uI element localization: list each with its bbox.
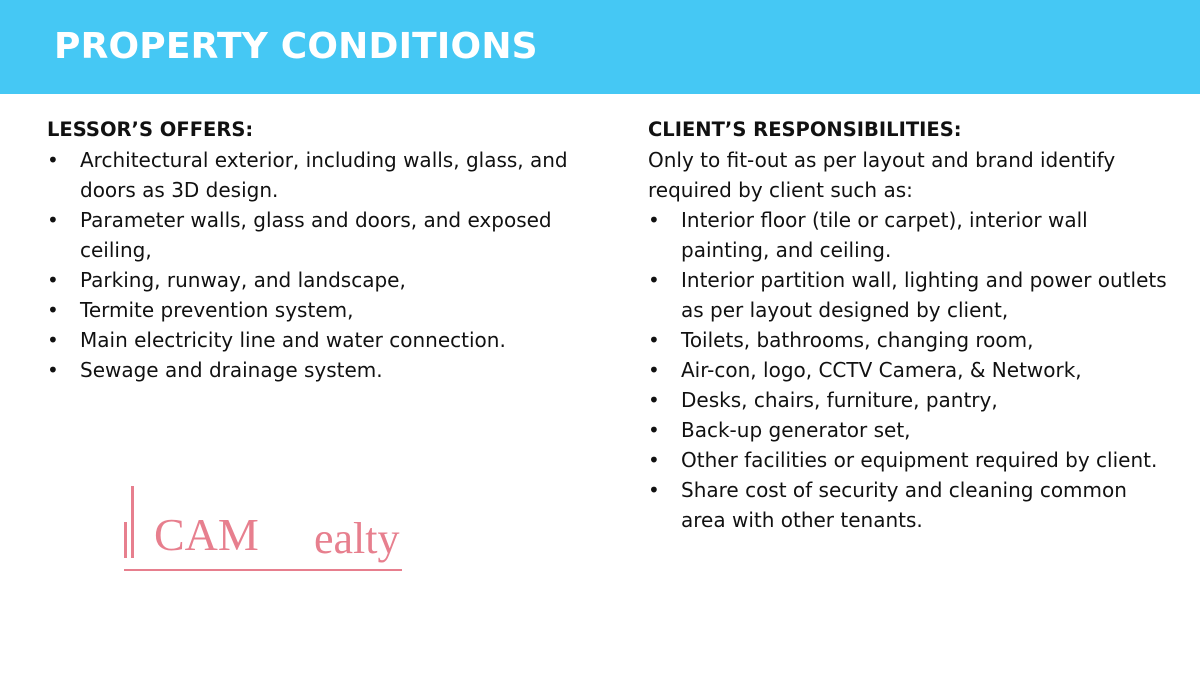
list-item-text: Air-con, logo, CCTV Camera, & Network, — [681, 358, 1082, 382]
list-item-text: Other facilities or equipment required by client. — [681, 448, 1158, 472]
bullet-icon: • — [47, 358, 59, 382]
logo-text-ealty: ealty — [314, 514, 400, 563]
logo-text-cam: CAM — [154, 509, 259, 560]
list-item-text: Back-up generator set, — [681, 418, 911, 442]
list-item — [47, 325, 587, 355]
list-item-text: Desks, chairs, furniture, pantry, — [681, 388, 998, 412]
bullet-icon: • — [47, 298, 59, 322]
list-item — [648, 355, 1168, 385]
lessor-offers-section — [47, 115, 587, 385]
bullet-icon: • — [648, 358, 660, 382]
list-item — [648, 265, 1168, 325]
bullet-icon: • — [648, 478, 660, 502]
bullet-icon: • — [648, 448, 660, 472]
list-item-text: Sewage and drainage system. — [80, 358, 383, 382]
list-item-text: Parameter walls, glass and doors, and exposed ceiling, — [80, 208, 552, 262]
list-item — [648, 385, 1168, 415]
list-item — [47, 295, 587, 325]
bullet-icon: • — [648, 328, 660, 352]
company-logo — [124, 494, 404, 574]
bullet-icon: • — [648, 268, 660, 292]
list-item — [648, 415, 1168, 445]
page-title: PROPERTY CONDITIONS — [54, 26, 538, 67]
title-banner — [0, 0, 1200, 94]
list-item — [648, 475, 1168, 535]
lessor-offers-list — [47, 145, 587, 385]
list-item — [648, 205, 1168, 265]
bullet-icon: • — [47, 148, 59, 172]
building-bars-icon — [124, 498, 138, 558]
bullet-icon: • — [47, 208, 59, 232]
list-item — [47, 355, 587, 385]
list-item-text: Share cost of security and cleaning common area with other tenants. — [681, 478, 1127, 532]
bullet-icon: • — [648, 208, 660, 232]
list-item — [47, 145, 587, 205]
bullet-icon: • — [648, 418, 660, 442]
bullet-icon: • — [47, 268, 59, 292]
client-responsibilities-heading: CLIENT’S RESPONSIBILITIES: — [648, 118, 962, 141]
list-item-text: Interior floor (tile or carpet), interior wall painting, and ceiling. — [681, 208, 1088, 262]
list-item-text: Parking, runway, and landscape, — [80, 268, 406, 292]
list-item-text: Main electricity line and water connection. — [80, 328, 506, 352]
list-item-text: Interior partition wall, lighting and power outlets as per layout designed by client, — [681, 268, 1167, 322]
list-item — [648, 445, 1168, 475]
logo-underline — [124, 569, 402, 571]
list-item — [47, 205, 587, 265]
lessor-offers-heading: LESSOR’S OFFERS: — [47, 118, 254, 141]
bullet-icon: • — [47, 328, 59, 352]
list-item — [47, 265, 587, 295]
client-responsibilities-list — [648, 205, 1168, 535]
client-responsibilities-intro: Only to fit-out as per layout and brand identify required by client such as: — [648, 148, 1116, 202]
list-item-text: Termite prevention system, — [80, 298, 354, 322]
client-responsibilities-section — [648, 115, 1168, 535]
list-item-text: Toilets, bathrooms, changing room, — [681, 328, 1034, 352]
list-item-text: Architectural exterior, including walls, glass, and doors as 3D design. — [80, 148, 568, 202]
bullet-icon: • — [648, 388, 660, 412]
list-item — [648, 325, 1168, 355]
